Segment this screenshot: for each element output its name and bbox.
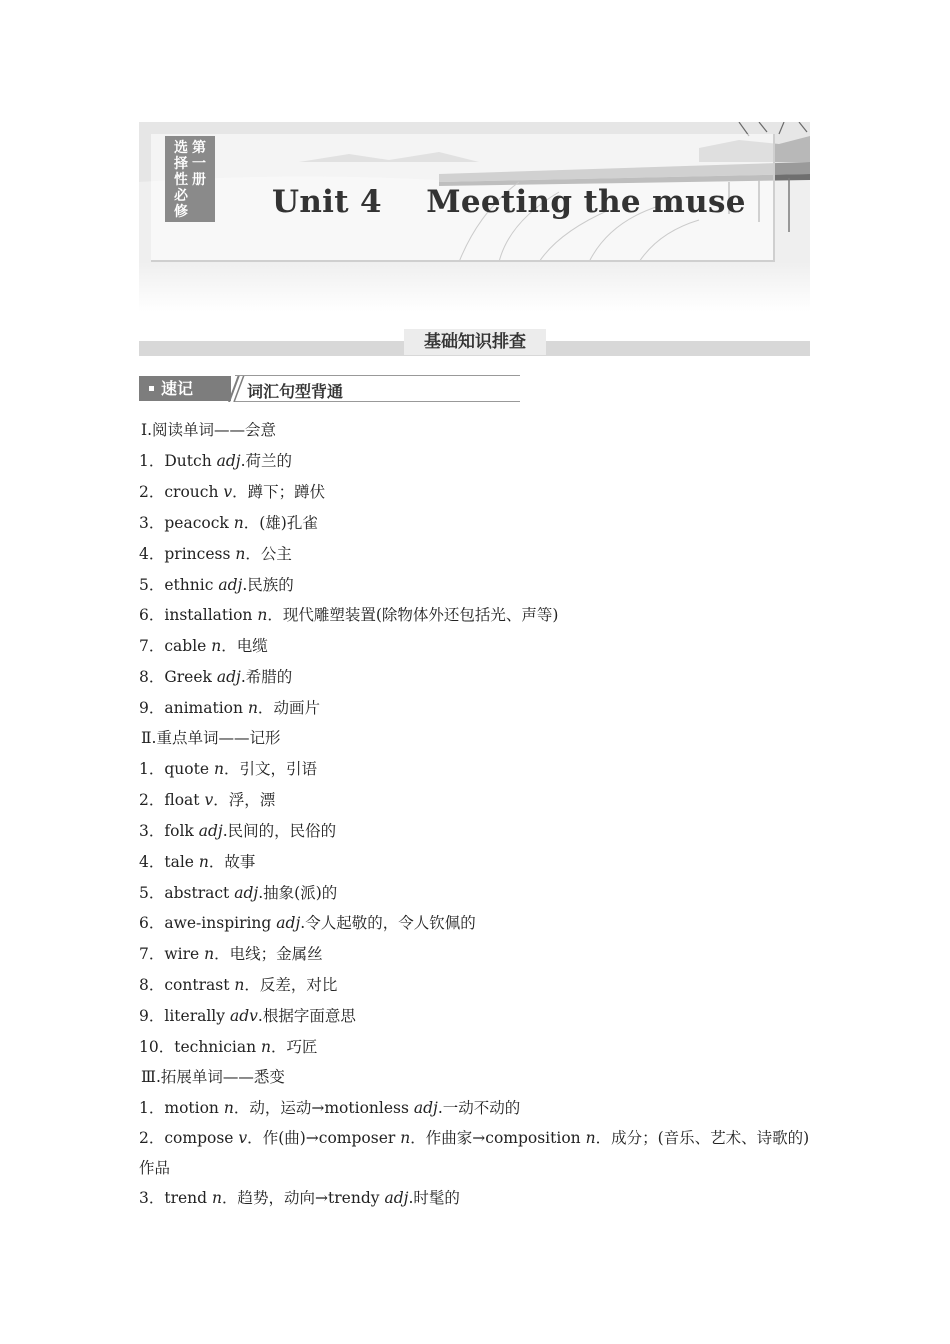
list-item: 2．crouch v．蹲下；蹲伏 xyxy=(139,483,326,501)
volume-col-2 xyxy=(192,140,206,222)
list-item: 6．installation n．现代雕塑装置(除物体外还包括光、声等) xyxy=(139,606,559,624)
list-item: 8．contrast n．反差，对比 xyxy=(139,976,338,994)
square-bullet-icon xyxy=(149,386,154,391)
list-item: 4．princess n．公主 xyxy=(139,545,292,563)
section-title: 基础知识排查 xyxy=(404,329,546,355)
list-item: 2．float v．浮，漂 xyxy=(139,791,276,809)
volume-char: 册 xyxy=(192,172,206,188)
group-heading: Ⅱ.重点单词——记形 xyxy=(141,729,281,747)
list-item: 9．literally adv.根据字面意思 xyxy=(139,1007,356,1025)
unit-title: Unit 4 Meeting the muse xyxy=(272,184,746,220)
list-item: 5．abstract adj.抽象(派)的 xyxy=(139,884,338,902)
list-item: 1．motion n．动，运动→motionless adj.一动不动的 xyxy=(139,1099,521,1117)
list-item: 7．cable n．电缆 xyxy=(139,637,268,655)
list-item: 1．Dutch adj.荷兰的 xyxy=(139,452,293,470)
list-item: 7．wire n．电线；金属丝 xyxy=(139,945,323,963)
list-item: 1．quote n．引文，引语 xyxy=(139,760,317,778)
list-item: 8．Greek adj.希腊的 xyxy=(139,668,293,686)
subsection-top-rule xyxy=(235,375,520,376)
list-item: 5．ethnic adj.民族的 xyxy=(139,576,294,594)
subsection-tag xyxy=(139,376,231,401)
list-item: 3．peacock n．(雄)孔雀 xyxy=(139,514,318,532)
list-item: 6．awe-inspiring adj.令人起敬的，令人钦佩的 xyxy=(139,914,476,932)
group-heading: Ⅲ.拓展单词——悉变 xyxy=(141,1068,285,1086)
volume-char: 性 xyxy=(174,172,188,188)
list-item: 4．tale n．故事 xyxy=(139,853,256,871)
volume-char: 一 xyxy=(192,156,206,172)
subsection-tag-label: 速记 xyxy=(161,379,194,398)
banner-shadow xyxy=(139,262,810,312)
group-heading: Ⅰ.阅读单词——会意 xyxy=(141,421,277,439)
double-slash-icon xyxy=(225,375,245,402)
volume-char: 择 xyxy=(174,156,188,172)
list-item: 3．trend n．趋势，动向→trendy adj.时髦的 xyxy=(139,1189,460,1207)
volume-col-1 xyxy=(174,140,188,222)
subsection-title: 词汇句型背通 xyxy=(247,382,344,401)
list-item: 3．folk adj.民间的，民俗的 xyxy=(139,822,337,840)
volume-char: 修 xyxy=(174,204,188,220)
volume-char: 必 xyxy=(174,188,188,204)
list-item: 9．animation n．动画片 xyxy=(139,699,320,717)
list-item: 10．technician n．巧匠 xyxy=(139,1038,318,1056)
unit-banner xyxy=(139,122,810,312)
volume-tag xyxy=(165,136,215,222)
list-item: 2．compose v．作(曲)→composer n．作曲家→composition n．成分；(音乐、艺术、诗歌的)作品 xyxy=(139,1129,810,1177)
subsection-header xyxy=(139,375,520,402)
volume-char: 第 xyxy=(192,140,206,156)
volume-char: 选 xyxy=(174,140,188,156)
